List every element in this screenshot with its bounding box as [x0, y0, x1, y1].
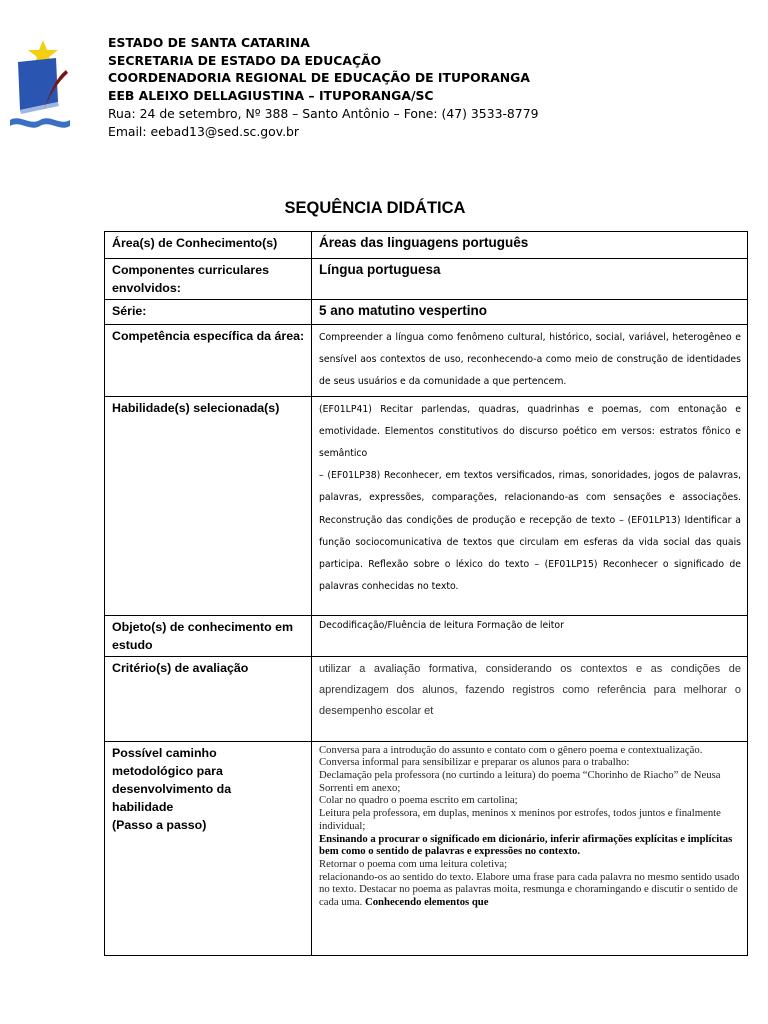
row-value-serie: 5 ano matutino vespertino	[312, 300, 748, 325]
school-logo	[6, 40, 76, 130]
table-row	[105, 232, 748, 259]
row-value-area: Áreas das linguagens português	[312, 232, 748, 259]
caminho-label-line: habilidade	[112, 799, 174, 814]
caminho-step: Conhecendo elementos que	[362, 896, 489, 909]
row-label-componentes: Componentes curriculares envolvidos:	[105, 259, 312, 300]
school-header	[108, 34, 728, 140]
caminho-step: Retornar o poema com uma leitura coletiva;	[319, 857, 508, 870]
caminho-step: Ensinando a procurar o significado em dicionário, inferir afirmações explícitas e implícitas bem como o sentido de palavras e expressões no contexto.	[319, 832, 733, 858]
table-row	[105, 615, 748, 656]
caminho-step: Conversa para a introdução do assunto e contato com o gênero poema e contextualização.	[319, 743, 703, 756]
header-address: Rua: 24 de setembro, Nº 388 – Santo Antônio – Fone: (47) 3533-8779	[108, 105, 539, 121]
caminho-step: Colar no quadro o poema escrito em cartolina;	[319, 794, 518, 807]
habilidade-paragraph-2: – (EF01LP38) Reconhecer, em textos versificados, rimas, sonoridades, jogos de palavras, palavras, expressões, comparações, relacionando-as com sensações e associações. Reconstrução das condições de produção e recepção de texto – (EF01LP13) Identificar a função sociocomunicativa de textos que circulam em esferas da vida social das quais participa. Reflexão sobre o léxico do texto – (EF01LP15) Reconhecer o significado de palavras conhecidas no texto.	[319, 470, 741, 593]
row-value-objeto: Decodificação/Fluência de leitura Formação de leitor	[312, 615, 748, 656]
row-label-serie: Série:	[105, 300, 312, 325]
header-state: ESTADO DE SANTA CATARINA	[108, 35, 310, 50]
caminho-step: Leitura pela professora, em duplas, meninos x meninos por estrofes, todos juntos e finalmente individual;	[319, 807, 721, 832]
header-email: Email: eebad13@sed.sc.gov.br	[108, 123, 300, 139]
habilidade-paragraph-1: (EF01LP41) Recitar parlendas, quadras, quadrinhas e poemas, com entonação e emotividade. Elementos constitutivos do discurso poético em versos: estratos fônico e semântico	[319, 403, 741, 460]
caminho-step: Conversa informal para sensibilizar e preparar os alunos para o trabalho:	[319, 756, 630, 769]
caminho-label-line: Possível caminho	[112, 745, 217, 760]
header-secretariat: SECRETARIA DE ESTADO DA EDUCAÇÃO	[108, 52, 382, 68]
table-row	[105, 741, 748, 955]
table-row	[105, 325, 748, 397]
didactic-sequence-table	[104, 231, 748, 956]
document-title: SEQUÊNCIA DIDÁTICA	[284, 199, 466, 217]
row-label-habilidade: Habilidade(s) selecionada(s)	[105, 396, 312, 615]
row-value-criterio: utilizar a avaliação formativa, considerando os contextos e as condições de aprendizagem dos alunos, fazendo registros como referência para melhorar o desempenho escolar et	[312, 656, 748, 741]
waves-icon	[10, 118, 70, 127]
row-label-competencia: Competência específica da área:	[105, 325, 312, 397]
caminho-label-line: metodológico para	[112, 763, 223, 778]
table-row	[105, 300, 748, 325]
row-label-objeto: Objeto(s) de conhecimento em estudo	[105, 615, 312, 656]
table-row	[105, 259, 748, 300]
row-value-habilidade	[312, 396, 748, 615]
row-value-caminho	[312, 741, 748, 955]
caminho-step: Declamação pela professora (no curtindo a leitura) do poema “Chorinho de Riacho” de Neusa Sorrenti em anexo;	[319, 769, 721, 794]
caminho-label-line: desenvolvimento da	[112, 781, 232, 796]
row-label-criterio: Critério(s) de avaliação	[105, 656, 312, 741]
header-coordination: COORDENADORIA REGIONAL DE EDUCAÇÃO DE ITUPORANGA	[108, 70, 530, 86]
book-icon	[18, 58, 58, 110]
row-label-caminho	[105, 741, 312, 955]
row-value-competencia: Compreender a língua como fenômeno cultural, histórico, social, variável, heterogêneo e sensível aos contextos de uso, reconhecendo-a como meio de construção de identidades de seus usuários e da comunidade a que pertencem.	[312, 325, 748, 397]
row-value-componentes: Língua portuguesa	[312, 259, 748, 300]
table-row	[105, 396, 748, 615]
caminho-step: relacionando-os ao sentido do texto. Elabore uma frase para cada palavra no mesmo sentido usado no texto. Destacar no poema as palavras moita, resmunga e choramingando e discutir o sentido de cada uma.	[319, 870, 740, 909]
header-school: EEB ALEIXO DELLAGIUSTINA – ITUPORANGA/SC	[108, 88, 434, 104]
caminho-label-line: (Passo a passo)	[112, 817, 207, 832]
row-label-area: Área(s) de Conhecimento(s)	[105, 232, 312, 259]
table-row	[105, 656, 748, 741]
